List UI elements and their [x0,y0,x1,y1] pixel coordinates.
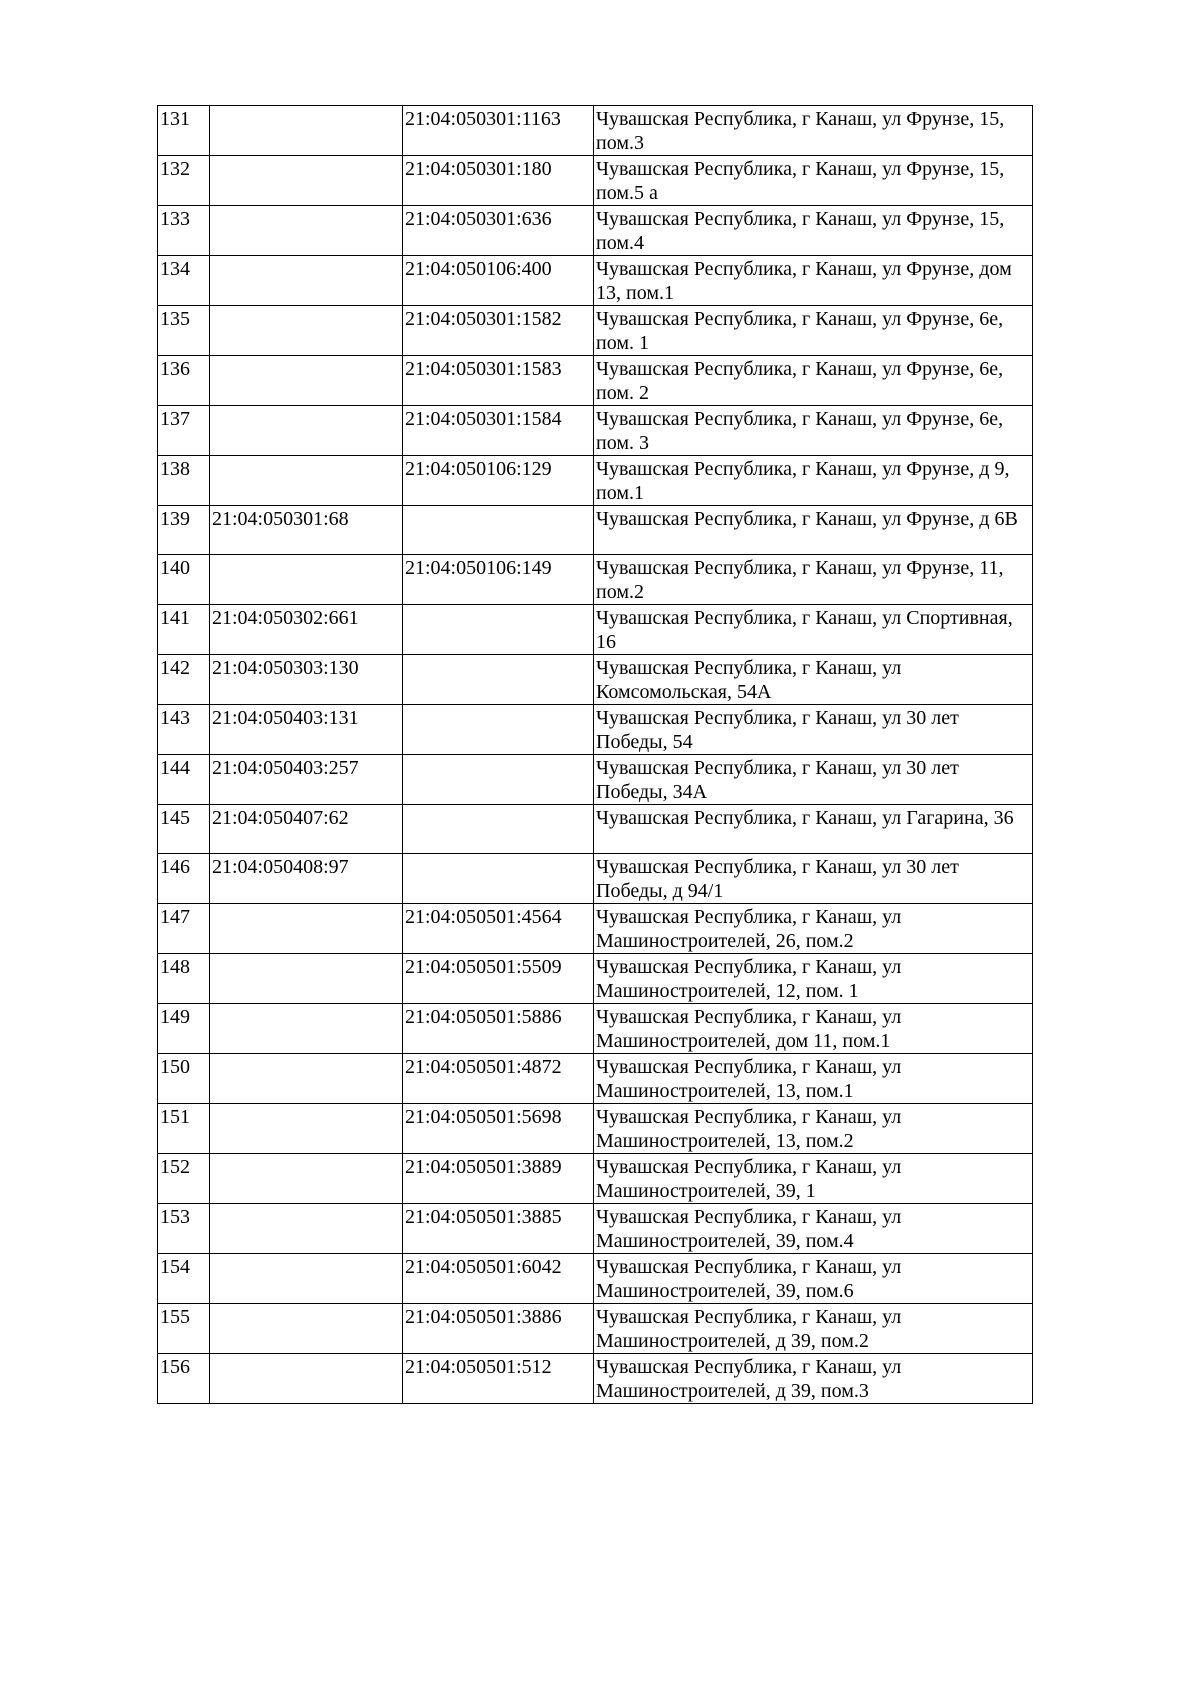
table-row [158,755,1033,805]
table-row [158,256,1033,306]
address-cell: Чувашская Республика, г Канаш, ул Машиностроителей, 13, пом.2 [594,1104,1033,1154]
table-row [158,356,1033,406]
premise-cadastral-number-cell [403,755,594,805]
land-cadastral-number-cell [210,256,403,306]
land-cadastral-number-cell [210,904,403,954]
premise-cadastral-number-cell: 21:04:050501:512 [403,1354,594,1404]
row-number-cell: 148 [158,954,210,1004]
row-number-cell: 138 [158,456,210,506]
land-cadastral-number-cell [210,1154,403,1204]
row-number-cell: 140 [158,555,210,605]
address-cell: Чувашская Республика, г Канаш, ул Фрунзе, 11, пом.2 [594,555,1033,605]
table-row [158,1254,1033,1304]
table-row [158,1004,1033,1054]
premise-cadastral-number-cell [403,605,594,655]
premise-cadastral-number-cell: 21:04:050106:129 [403,456,594,506]
land-cadastral-number-cell [210,306,403,356]
row-number-cell: 137 [158,406,210,456]
premise-cadastral-number-cell: 21:04:050106:149 [403,555,594,605]
address-cell: Чувашская Республика, г Канаш, ул Фрунзе, д 6В [594,506,1033,555]
land-cadastral-number-cell: 21:04:050408:97 [210,854,403,904]
table-row [158,1054,1033,1104]
row-number-cell: 153 [158,1204,210,1254]
premise-cadastral-number-cell: 21:04:050501:3885 [403,1204,594,1254]
land-cadastral-number-cell [210,356,403,406]
address-cell: Чувашская Республика, г Канаш, ул Машиностроителей, д 39, пом.2 [594,1304,1033,1354]
table-row [158,904,1033,954]
row-number-cell: 146 [158,854,210,904]
premise-cadastral-number-cell: 21:04:050501:3889 [403,1154,594,1204]
table-row [158,954,1033,1004]
address-cell: Чувашская Республика, г Канаш, ул Фрунзе, дом 13, пом.1 [594,256,1033,306]
row-number-cell: 144 [158,755,210,805]
registry-table-body [158,106,1033,1404]
row-number-cell: 132 [158,156,210,206]
table-row [158,605,1033,655]
address-cell: Чувашская Республика, г Канаш, ул Фрунзе, 15, пом.5 а [594,156,1033,206]
address-cell: Чувашская Республика, г Канаш, ул Машиностроителей, 26, пом.2 [594,904,1033,954]
address-cell: Чувашская Республика, г Канаш, ул Спортивная, 16 [594,605,1033,655]
row-number-cell: 150 [158,1054,210,1104]
land-cadastral-number-cell [210,1004,403,1054]
premise-cadastral-number-cell [403,506,594,555]
land-cadastral-number-cell [210,1354,403,1404]
address-cell: Чувашская Республика, г Канаш, ул 30 лет Победы, д 94/1 [594,854,1033,904]
address-cell: Чувашская Республика, г Канаш, ул Фрунзе, 15, пом.3 [594,106,1033,156]
table-row [158,1154,1033,1204]
premise-cadastral-number-cell: 21:04:050501:5886 [403,1004,594,1054]
land-cadastral-number-cell: 21:04:050303:130 [210,655,403,705]
table-row [158,555,1033,605]
land-cadastral-number-cell [210,106,403,156]
premise-cadastral-number-cell [403,854,594,904]
premise-cadastral-number-cell: 21:04:050301:1583 [403,356,594,406]
row-number-cell: 139 [158,506,210,555]
table-row [158,655,1033,705]
address-cell: Чувашская Республика, г Канаш, ул Фрунзе, 6е, пом. 2 [594,356,1033,406]
land-cadastral-number-cell [210,156,403,206]
table-row [158,1104,1033,1154]
premise-cadastral-number-cell: 21:04:050501:4872 [403,1054,594,1104]
address-cell: Чувашская Республика, г Канаш, ул Гагарина, 36 [594,805,1033,854]
row-number-cell: 133 [158,206,210,256]
land-cadastral-number-cell: 21:04:050403:257 [210,755,403,805]
land-cadastral-number-cell: 21:04:050302:661 [210,605,403,655]
address-cell: Чувашская Республика, г Канаш, ул Машиностроителей, д 39, пом.3 [594,1354,1033,1404]
premise-cadastral-number-cell: 21:04:050301:180 [403,156,594,206]
table-row [158,506,1033,555]
premise-cadastral-number-cell: 21:04:050106:400 [403,256,594,306]
row-number-cell: 142 [158,655,210,705]
premise-cadastral-number-cell: 21:04:050301:1584 [403,406,594,456]
land-cadastral-number-cell: 21:04:050301:68 [210,506,403,555]
address-cell: Чувашская Республика, г Канаш, ул Машиностроителей, 13, пом.1 [594,1054,1033,1104]
table-row [158,805,1033,854]
land-cadastral-number-cell: 21:04:050403:131 [210,705,403,755]
land-cadastral-number-cell [210,1254,403,1304]
property-registry-table [157,105,1033,1404]
premise-cadastral-number-cell [403,655,594,705]
land-cadastral-number-cell [210,206,403,256]
land-cadastral-number-cell [210,1104,403,1154]
land-cadastral-number-cell [210,555,403,605]
land-cadastral-number-cell [210,1304,403,1354]
premise-cadastral-number-cell: 21:04:050501:6042 [403,1254,594,1304]
address-cell: Чувашская Республика, г Канаш, ул Фрунзе, д 9, пом.1 [594,456,1033,506]
row-number-cell: 136 [158,356,210,406]
premise-cadastral-number-cell [403,705,594,755]
row-number-cell: 147 [158,904,210,954]
table-row [158,854,1033,904]
land-cadastral-number-cell [210,1204,403,1254]
row-number-cell: 135 [158,306,210,356]
row-number-cell: 154 [158,1254,210,1304]
row-number-cell: 143 [158,705,210,755]
address-cell: Чувашская Республика, г Канаш, ул Машиностроителей, дом 11, пом.1 [594,1004,1033,1054]
table-row [158,705,1033,755]
land-cadastral-number-cell [210,406,403,456]
address-cell: Чувашская Республика, г Канаш, ул Машиностроителей, 39, 1 [594,1154,1033,1204]
row-number-cell: 151 [158,1104,210,1154]
row-number-cell: 149 [158,1004,210,1054]
table-row [158,1304,1033,1354]
address-cell: Чувашская Республика, г Канаш, ул Фрунзе, 15, пом.4 [594,206,1033,256]
land-cadastral-number-cell [210,1054,403,1104]
premise-cadastral-number-cell: 21:04:050501:4564 [403,904,594,954]
land-cadastral-number-cell [210,456,403,506]
table-row [158,156,1033,206]
premise-cadastral-number-cell: 21:04:050501:5698 [403,1104,594,1154]
row-number-cell: 134 [158,256,210,306]
row-number-cell: 145 [158,805,210,854]
address-cell: Чувашская Республика, г Канаш, ул Машиностроителей, 39, пом.4 [594,1204,1033,1254]
land-cadastral-number-cell: 21:04:050407:62 [210,805,403,854]
row-number-cell: 131 [158,106,210,156]
land-cadastral-number-cell [210,954,403,1004]
row-number-cell: 155 [158,1304,210,1354]
address-cell: Чувашская Республика, г Канаш, ул Фрунзе, 6е, пом. 3 [594,406,1033,456]
address-cell: Чувашская Республика, г Канаш, ул Комсомольская, 54А [594,655,1033,705]
table-row [158,1354,1033,1404]
table-row [158,456,1033,506]
address-cell: Чувашская Республика, г Канаш, ул 30 лет Победы, 54 [594,705,1033,755]
row-number-cell: 141 [158,605,210,655]
premise-cadastral-number-cell: 21:04:050501:5509 [403,954,594,1004]
table-row [158,306,1033,356]
premise-cadastral-number-cell: 21:04:050301:1163 [403,106,594,156]
table-row [158,406,1033,456]
premise-cadastral-number-cell: 21:04:050301:636 [403,206,594,256]
premise-cadastral-number-cell: 21:04:050301:1582 [403,306,594,356]
address-cell: Чувашская Республика, г Канаш, ул Машиностроителей, 12, пом. 1 [594,954,1033,1004]
address-cell: Чувашская Республика, г Канаш, ул Фрунзе, 6е, пом. 1 [594,306,1033,356]
address-cell: Чувашская Республика, г Канаш, ул Машиностроителей, 39, пом.6 [594,1254,1033,1304]
row-number-cell: 156 [158,1354,210,1404]
row-number-cell: 152 [158,1154,210,1204]
table-row [158,106,1033,156]
table-row [158,1204,1033,1254]
premise-cadastral-number-cell: 21:04:050501:3886 [403,1304,594,1354]
premise-cadastral-number-cell [403,805,594,854]
address-cell: Чувашская Республика, г Канаш, ул 30 лет Победы, 34А [594,755,1033,805]
table-row [158,206,1033,256]
